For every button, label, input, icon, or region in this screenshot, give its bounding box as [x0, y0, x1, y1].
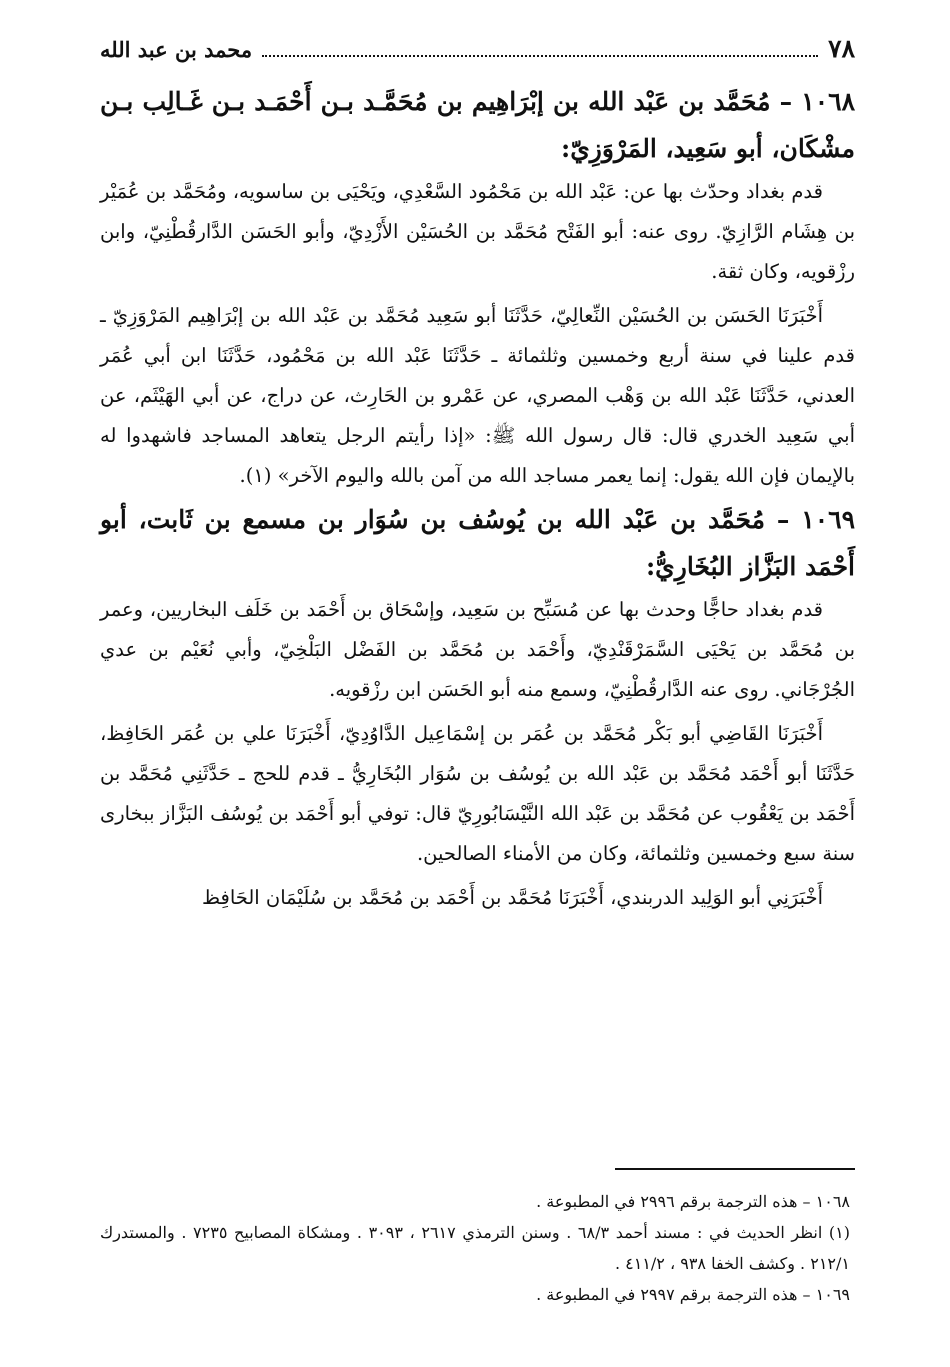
entry-1068-paragraph-2: أَخْبَرَنَا الحَسَن بن الحُسَيْن النِّعالِيّ، حَدَّثَنَا أبو سَعِيد مُحَمَّد بن عَبْد الله بن إبْرَاهِيم المَرْوَزِيّ ـ قدم علينا في سنة أربع وخمسين وثلثمائة ـ حَدَّثَنَا عَبْد الله بن مَحْمُود، حَدَّثَنَا ابن أبي عُمَر العدني، حَدَّثَنَا عَبْد الله بن وَهْب المصري، عن عَمْرو بن الحَارِث، عن دراج، عن أبي الهَيْثَم، عن أبي سَعِيد الخدري قال: قال رسول الله ﷺ: «إذا رأيتم الرجل يتعاهد المساجد فاشهدوا له بالإيمان فإن الله يقول: إنما يعمر مساجد الله من آمن بالله واليوم الآخر» (١). — [100, 304, 855, 487]
running-header — [100, 34, 855, 78]
entry-1069-paragraph-3: أَخْبَرَنِي أبو الوَلِيد الدربندي، أَخْبَرَنَا مُحَمَّد بن أَحْمَد بن مُحَمَّد بن سُلَيْمَان الحَافِظ — [201, 886, 823, 909]
entry-1068-paragraph-1: قدم بغداد وحدّث بها عن: عَبْد الله بن مَحْمُود السَّعْدِي، ويَحْيَى بن ساسويه، ومُحَمَّد بن عُمَيْر بن هِشَام الرَّازِيّ. روى عنه: أبو الفَتْح مُحَمَّد بن الحُسَيْن الأَزْدِيّ، وأبو الحَسَن الدَّارقُطْنِيّ، وابن رزْقويه، وكان ثقة. — [100, 180, 855, 283]
footnote-1068: ١٠٦٨ – هذه الترجمة برقم ٢٩٩٦ في المطبوعة . — [536, 1192, 850, 1211]
footnote-separator — [615, 1168, 855, 1170]
header-dotted-leader — [262, 39, 818, 57]
page-number: ٧٨ — [828, 34, 855, 63]
footnote-1: (١) انظر الحديث في : مسند أحمد ٦٨/٣ . وسنن الترمذي ٢٦١٧ ، ٣٠٩٣ . ومشكاة المصابيح ٧٢٣٥ . والمستدرك ٢١٢/١ . وكشف الخفا ٩٣٨ ، ٤١١/٢ . — [100, 1223, 850, 1273]
entry-heading-1068: ١٠٦٨ – مُحَمَّد بن عَبْد الله بن إبْرَاهِيم بن مُحَمَّـد بـن أَحْمَـد بـن غَـالِب بـن مشْكَان، أبو سَعِيد، المَرْوَزِيّ: — [100, 87, 855, 163]
running-title: محمد بن عبد الله — [100, 37, 253, 62]
entry-heading-1069: ١٠٦٩ – مُحَمَّد بن عَبْد الله بن يُوسُف بن سُوَار بن مسمع بن ثَابت، أبو أَحْمَد البَزَّاز البُخَارِيُّ: — [100, 505, 855, 581]
entry-1069-paragraph-2: أَخْبَرَنَا القَاضِي أبو بَكْر مُحَمَّد بن عُمَر بن إسْمَاعِيل الدَّاوُدِيّ، أَخْبَرَنَا علي بن عُمَر الحَافِظ، حَدَّثَنَا أبو أَحْمَد مُحَمَّد بن عَبْد الله بن يُوسُف بن سُوَار البُخَارِيُّ ـ قدم للحج ـ حَدَّثَنِي مُحَمَّد بن أَحْمَد بن يَعْقُوب عن مُحَمَّد بن عَبْد الله النَّيْسَابُورِيّ قال: توفي أبو أَحْمَد بن يُوسُف البَزَّاز ببخارى سنة سبع وخمسين وثلثمائة، وكان من الأمناء الصالحين. — [100, 722, 855, 865]
footnotes — [100, 1186, 850, 1310]
footnote-1069: ١٠٦٩ – هذه الترجمة برقم ٢٩٩٧ في المطبوعة . — [536, 1285, 850, 1304]
entry-1069-paragraph-1: قدم بغداد حاجًّا وحدث بها عن مُسَبِّح بن سَعِيد، وإسْحَاق بن أَحْمَد بن خَلَف البخاريين، وعمر بن مُحَمَّد بن يَحْيَى السَّمَرْقَنْدِيّ، وأَحْمَد بن مُحَمَّد بن الفَضْل البَلْخِيّ، وأبي نُعَيْم بن عدي الجُرْجَاني. روى عنه الدَّارقُطْنِيّ، وسمع منه أبو الحَسَن ابن رزْقويه. — [100, 598, 855, 701]
